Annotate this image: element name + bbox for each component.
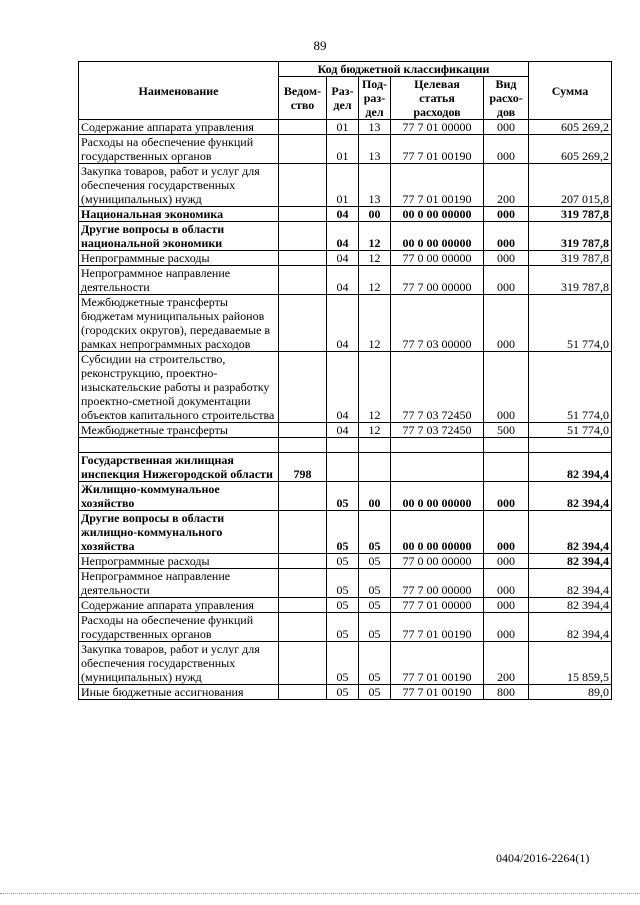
table-row — [79, 423, 612, 438]
row-dept — [279, 569, 327, 598]
row-expense-type: 000 — [484, 352, 529, 423]
row-target — [391, 438, 484, 453]
row-target: 00 0 00 00000 — [391, 482, 484, 511]
row-target: 77 0 00 00000 — [391, 554, 484, 569]
row-expense-type: 000 — [484, 569, 529, 598]
row-dept — [279, 120, 327, 135]
row-expense-type: 000 — [484, 135, 529, 164]
row-name: Содержание аппарата управления — [79, 598, 279, 613]
row-dept — [279, 251, 327, 266]
row-amount: 51 774,0 — [529, 352, 612, 423]
row-dept — [279, 164, 327, 207]
row-target: 77 0 00 00000 — [391, 251, 484, 266]
table-row — [79, 453, 612, 482]
row-name: Содержание аппарата управления — [79, 120, 279, 135]
row-amount: 82 394,4 — [529, 598, 612, 613]
row-amount: 82 394,4 — [529, 511, 612, 554]
row-name: Непрограммное направление деятельности — [79, 569, 279, 598]
row-target: 00 0 00 00000 — [391, 207, 484, 222]
row-target: 77 7 01 00190 — [391, 685, 484, 700]
row-subsection — [359, 453, 391, 482]
table-row — [79, 482, 612, 511]
row-target: 00 0 00 00000 — [391, 222, 484, 251]
header-target-text: Целевая статья расходов — [413, 77, 461, 119]
table-row — [79, 251, 612, 266]
row-section: 04 — [327, 423, 359, 438]
row-dept — [279, 598, 327, 613]
row-dept — [279, 423, 327, 438]
row-subsection: 05 — [359, 613, 391, 642]
row-name: Закупка товаров, работ и услуг для обеспечения государственных (муниципальных) нужд — [79, 164, 279, 207]
row-name: Другие вопросы в области жилищно-коммунального хозяйства — [79, 511, 279, 554]
table-row — [79, 222, 612, 251]
row-expense-type: 000 — [484, 295, 529, 352]
row-section: 05 — [327, 554, 359, 569]
row-section: 04 — [327, 295, 359, 352]
row-target: 77 7 03 72450 — [391, 352, 484, 423]
row-name: Жилищно-коммунальное хозяйство — [79, 482, 279, 511]
row-amount: 82 394,4 — [529, 482, 612, 511]
row-amount — [529, 438, 612, 453]
row-expense-type: 000 — [484, 511, 529, 554]
header-code-group: Код бюджетной классификации — [279, 62, 529, 77]
row-dept — [279, 135, 327, 164]
header-expense-type-text: Вид расхо- дов — [489, 77, 523, 119]
row-name: Государственная жилищная инспекция Нижегородской области — [79, 453, 279, 482]
budget-table — [78, 61, 612, 700]
row-dept — [279, 295, 327, 352]
row-section: 05 — [327, 482, 359, 511]
row-amount: 207 015,8 — [529, 164, 612, 207]
row-subsection: 05 — [359, 685, 391, 700]
row-name — [79, 438, 279, 453]
row-target: 77 7 01 00190 — [391, 135, 484, 164]
document-code: 0404/2016-2264(1) — [496, 851, 590, 865]
row-expense-type: 800 — [484, 685, 529, 700]
row-expense-type: 500 — [484, 423, 529, 438]
row-subsection: 12 — [359, 266, 391, 295]
row-name: Непрограммные расходы — [79, 554, 279, 569]
row-dept: 798 — [279, 453, 327, 482]
row-expense-type — [484, 438, 529, 453]
row-target: 77 7 01 00190 — [391, 164, 484, 207]
row-name: Расходы на обеспечение функций государственных органов — [79, 135, 279, 164]
row-subsection: 05 — [359, 554, 391, 569]
table-row — [79, 438, 612, 453]
table-row — [79, 598, 612, 613]
header-name: Наименование — [79, 62, 279, 120]
row-subsection: 05 — [359, 511, 391, 554]
row-subsection: 00 — [359, 207, 391, 222]
row-target: 77 7 01 00190 — [391, 642, 484, 685]
row-subsection: 05 — [359, 598, 391, 613]
table-row — [79, 352, 612, 423]
table-row — [79, 685, 612, 700]
row-dept — [279, 207, 327, 222]
row-subsection: 12 — [359, 251, 391, 266]
table-row — [79, 207, 612, 222]
row-subsection: 13 — [359, 120, 391, 135]
row-amount: 319 787,8 — [529, 222, 612, 251]
row-target: 77 7 01 00000 — [391, 598, 484, 613]
row-expense-type: 000 — [484, 613, 529, 642]
row-name: Национальная экономика — [79, 207, 279, 222]
row-subsection: 13 — [359, 164, 391, 207]
row-name: Другие вопросы в области национальной экономики — [79, 222, 279, 251]
table-row — [79, 295, 612, 352]
row-target: 77 7 03 00000 — [391, 295, 484, 352]
row-subsection: 12 — [359, 423, 391, 438]
row-amount: 605 269,2 — [529, 135, 612, 164]
row-name: Субсидии на строительство, реконструкцию, проектно-изыскательские работы и разработку проектно-сметной документации объектов капитального строительства — [79, 352, 279, 423]
header-target — [391, 77, 484, 120]
row-name: Непрограммные расходы — [79, 251, 279, 266]
row-section: 04 — [327, 251, 359, 266]
header-subsection-text: Под- раз- дел — [361, 77, 388, 119]
row-target: 77 7 01 00190 — [391, 613, 484, 642]
header-section-text: Раз- дел — [331, 84, 354, 112]
table-row — [79, 613, 612, 642]
row-amount: 319 787,8 — [529, 207, 612, 222]
row-expense-type: 200 — [484, 642, 529, 685]
row-dept — [279, 222, 327, 251]
table-row — [79, 569, 612, 598]
row-section: 05 — [327, 598, 359, 613]
row-expense-type — [484, 453, 529, 482]
header-amount: Сумма — [529, 62, 612, 120]
row-section: 04 — [327, 207, 359, 222]
row-section: 05 — [327, 642, 359, 685]
row-target — [391, 453, 484, 482]
row-section: 05 — [327, 685, 359, 700]
table-row — [79, 511, 612, 554]
header-dept — [279, 77, 327, 120]
row-dept — [279, 613, 327, 642]
header-section — [327, 77, 359, 120]
row-amount: 319 787,8 — [529, 251, 612, 266]
row-subsection — [359, 438, 391, 453]
row-dept — [279, 642, 327, 685]
row-subsection: 12 — [359, 352, 391, 423]
row-section: 05 — [327, 511, 359, 554]
table-row — [79, 642, 612, 685]
row-dept — [279, 554, 327, 569]
header-expense-type — [484, 77, 529, 120]
row-expense-type: 000 — [484, 251, 529, 266]
row-dept — [279, 438, 327, 453]
row-section: 01 — [327, 120, 359, 135]
row-amount: 605 269,2 — [529, 120, 612, 135]
row-amount: 82 394,4 — [529, 453, 612, 482]
row-section: 01 — [327, 164, 359, 207]
row-expense-type: 000 — [484, 266, 529, 295]
table-row — [79, 266, 612, 295]
row-amount: 82 394,4 — [529, 554, 612, 569]
row-dept — [279, 511, 327, 554]
row-amount: 82 394,4 — [529, 569, 612, 598]
row-section — [327, 438, 359, 453]
table-row — [79, 135, 612, 164]
row-section: 04 — [327, 352, 359, 423]
row-section: 05 — [327, 613, 359, 642]
row-name: Межбюджетные трансферты бюджетам муниципальных районов (городских округов), передаваемые в рамках непрограммных расходов — [79, 295, 279, 352]
row-name: Расходы на обеспечение функций государственных органов — [79, 613, 279, 642]
row-dept — [279, 352, 327, 423]
table-row — [79, 554, 612, 569]
row-target: 77 7 00 00000 — [391, 569, 484, 598]
row-subsection: 12 — [359, 222, 391, 251]
row-section: 04 — [327, 266, 359, 295]
header-subsection — [359, 77, 391, 120]
header-dept-text: Ведом- ство — [283, 84, 322, 112]
row-expense-type: 000 — [484, 482, 529, 511]
row-expense-type: 000 — [484, 222, 529, 251]
page-number: 89 — [313, 38, 327, 53]
row-expense-type: 000 — [484, 554, 529, 569]
row-amount: 51 774,0 — [529, 295, 612, 352]
row-expense-type: 000 — [484, 598, 529, 613]
row-amount: 51 774,0 — [529, 423, 612, 438]
row-section: 05 — [327, 569, 359, 598]
row-section: 04 — [327, 222, 359, 251]
row-name: Закупка товаров, работ и услуг для обеспечения государственных (муниципальных) нужд — [79, 642, 279, 685]
row-subsection: 05 — [359, 642, 391, 685]
row-subsection: 00 — [359, 482, 391, 511]
scan-edge-line — [0, 893, 640, 894]
row-amount: 319 787,8 — [529, 266, 612, 295]
row-subsection: 05 — [359, 569, 391, 598]
row-expense-type: 000 — [484, 207, 529, 222]
row-dept — [279, 685, 327, 700]
row-section: 01 — [327, 135, 359, 164]
row-target: 77 7 01 00000 — [391, 120, 484, 135]
row-amount: 89,0 — [529, 685, 612, 700]
row-dept — [279, 266, 327, 295]
row-amount: 15 859,5 — [529, 642, 612, 685]
row-target: 77 7 00 00000 — [391, 266, 484, 295]
row-name: Непрограммное направление деятельности — [79, 266, 279, 295]
row-dept — [279, 482, 327, 511]
row-target: 00 0 00 00000 — [391, 511, 484, 554]
row-name: Межбюджетные трансферты — [79, 423, 279, 438]
row-name: Иные бюджетные ассигнования — [79, 685, 279, 700]
row-section — [327, 453, 359, 482]
row-subsection: 12 — [359, 295, 391, 352]
row-amount: 82 394,4 — [529, 613, 612, 642]
table-row — [79, 164, 612, 207]
table-body — [79, 120, 612, 700]
row-target: 77 7 03 72450 — [391, 423, 484, 438]
row-expense-type: 000 — [484, 120, 529, 135]
row-expense-type: 200 — [484, 164, 529, 207]
table-row — [79, 120, 612, 135]
row-subsection: 13 — [359, 135, 391, 164]
